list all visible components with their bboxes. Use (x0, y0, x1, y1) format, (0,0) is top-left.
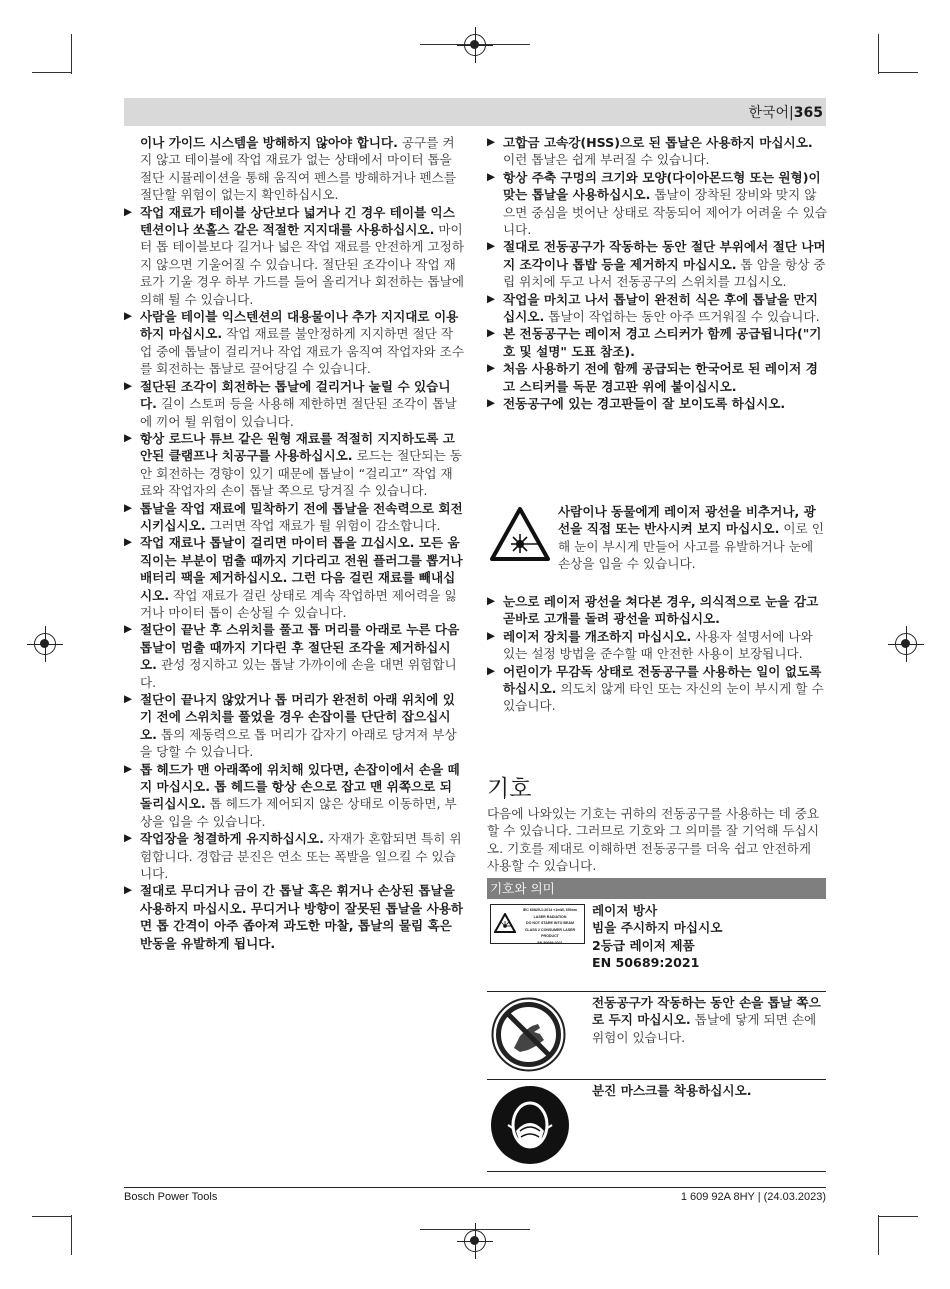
no-hands-icon (490, 996, 567, 1073)
dust-mask-meaning: 분진 마스크를 착용하십시오. (592, 1083, 752, 1098)
dust-mask-icon (490, 1085, 570, 1165)
bullet-arrow-icon: ▶ (124, 623, 133, 636)
safety-item: ▶ 작업장을 청결하게 유지하십시오. 자재가 혼합되면 특히 위험합니다. 경합금 분진은 연소 또는 폭발을 일으킬 수 있습니다. (124, 831, 462, 882)
safety-item: ▶ 절대로 전동공구가 작동하는 동안 절단 부위에서 절단 나머지 조각이나 톱밥 등을 제거하지 마십시오. 톱 암을 항상 중립 위치에 두고 나서 전동공구의 스위치를 끄십시오. (487, 239, 826, 290)
laser-label-line: DO NOT STARE INTO BEAM (526, 921, 574, 926)
safety-item: ▶ 전동공구에 있는 경고판들이 잘 보이도록 하십시오. (487, 396, 786, 412)
continued-paragraph: 이나 가이드 시스템을 방해하지 않아야 합니다. 공구를 켜지 않고 테이블에 작업 재료가 없는 상태에서 마이터 톱을 절단 시뮬레이션을 통해 움직여 펜스를 방해하거나 펜스를 절단할 위험이 없는지 확인하십시오. (140, 135, 456, 203)
safety-item: ▶ 절단이 끝난 후 스위치를 풀고 톱 머리를 아래로 누른 다음 톱날이 멈출 때까지 기다린 후 절단된 조각을 제거하십시오. 관성 정지하고 있는 톱날 가까이에 손을 대면 위험합니다. (124, 622, 460, 690)
left-column (124, 134, 464, 952)
laser-label-line: IEC 60825-1:2014 <1mW, 650nm (522, 908, 578, 912)
section-title: 기호 (487, 776, 532, 802)
safety-item: ▶ 절단된 조각이 회전하는 톱날에 걸리거나 눌릴 수 있습니다. 길이 스토퍼 등을 사용해 제한하면 절단된 조각이 톱날에 끼어 튈 위험이 있습니다. (124, 378, 457, 429)
crop-mark (32, 72, 72, 73)
safety-item: ▶ 절단이 끝나지 않았거나 톱 머리가 완전히 아래 위치에 있기 전에 스위치를 풀었을 경우 손잡이를 단단히 잡으십시오. 톱의 제동력으로 톱 머리가 갑자기 아래로 당겨져 부상을 당할 수 있습니다. (124, 692, 457, 760)
laser-meaning-line: 빔을 주시하지 마십시오 (592, 920, 723, 936)
bullet-arrow-icon: ▶ (487, 170, 496, 183)
bullet-arrow-icon: ▶ (124, 832, 133, 845)
safety-item: ▶ 레이저 장치를 개조하지 마십시오. 사용자 설명서에 나와 있는 설정 방법을 준수할 때 안전한 사용이 보장됩니다. (487, 628, 813, 662)
safety-item: ▶ 처음 사용하기 전에 함께 공급되는 한국어로 된 레이저 경고 스티커를 독문 경고판 위에 붙이십시오. (487, 361, 818, 394)
bullet-arrow-icon: ▶ (124, 205, 133, 218)
safety-item: ▶ 사람을 테이블 익스텐션의 대용물이나 추가 지지대로 이용하지 마십시오. 작업 재료를 불안정하게 지지하면 절단 작업 중에 톱날이 걸리거나 작업 재료가 움직여 작업자와 조수를 회전하는 톱날로 끌어당길 수 있습니다. (124, 309, 464, 377)
safety-item: ▶ 항상 주축 구멍의 크기와 모양(다이아몬드형 또는 원형)이 맞는 톱날을 사용하십시오. 톱날이 장착된 장비와 맞지 않으면 중심을 벗어난 상태로 작동되어 제어가 어려울 수 있습니다. (487, 169, 827, 238)
footer-brand: Bosch Power Tools (124, 1191, 218, 1203)
table-divider (487, 991, 826, 992)
laser-label-meaning (592, 902, 826, 972)
safety-item: ▶ 톱 헤드가 맨 아래쪽에 위치해 있다면, 손잡이에서 손을 떼지 마십시오. 톱 헤드를 항상 손으로 잡고 맨 위쪽으로 되돌리십시오. 톱 헤드가 제어되지 않은 상태로 이동하면, 부상을 입을 수 있습니다. (124, 761, 460, 829)
laser-warning-icon (489, 506, 551, 562)
registration-mark-bottom (464, 1230, 486, 1252)
crop-mark (878, 72, 918, 73)
laser-meaning-line: 레이저 방사 (592, 903, 658, 918)
crop-mark (878, 34, 879, 74)
right-column-continued (487, 593, 827, 715)
footer-line (124, 1187, 826, 1188)
symbols-table-header: 기호와 의미 (487, 878, 826, 899)
bullet-arrow-icon: ▶ (124, 762, 133, 775)
laser-meaning-line: 2등급 레이저 제품 (592, 937, 695, 953)
bullet-arrow-icon: ▶ (124, 501, 133, 514)
right-column (487, 134, 827, 413)
crop-mark (71, 34, 72, 74)
bullet-arrow-icon: ▶ (487, 629, 496, 642)
safety-item: ▶ 본 전동공구는 레이저 경고 스티커가 함께 공급됩니다("기호 및 설명" 도표 참조). (487, 326, 822, 359)
laser-label-line: LASER RADIATION (533, 914, 567, 919)
safety-item: ▶ 고합금 고속강(HSS)으로 된 톱날은 사용하지 마십시오. 이런 톱날은 쉽게 부러질 수 있습니다. (487, 135, 813, 168)
bullet-arrow-icon: ▶ (487, 327, 496, 340)
safety-item: ▶ 작업을 마치고 나서 톱날이 완전히 식은 후에 톱날을 만지십시오. 톱날이 작업하는 동안 아주 뜨거워질 수 있습니다. (487, 291, 820, 325)
registration-mark-right (895, 633, 917, 655)
crop-mark (32, 1216, 72, 1217)
bullet-arrow-icon: ▶ (124, 379, 133, 392)
table-divider (487, 1079, 826, 1080)
laser-label-line: CLASS 2 CONSUMER LASER PRODUCT (524, 927, 576, 939)
laser-label-line: EN 50689:2021 (537, 940, 563, 945)
laser-warning-text: 사람이나 동물에게 레이저 광선을 비추거나, 광선을 직접 또는 반사시켜 보지 마십시오. 이로 인해 눈이 부시게 만들어 사고를 유발하거나 눈에 손상을 입을 수 있습니다. (558, 504, 824, 572)
bullet-arrow-icon: ▶ (487, 292, 496, 305)
crop-mark (878, 1215, 879, 1255)
safety-item: ▶ 절대로 무디거나 금이 간 톱날 혹은 휘거나 손상된 톱날을 사용하지 마십시오. 무디거나 방향이 잘못된 톱날을 사용하면 톱 간격이 아주 좁아져 과도한 마찰, 톱날의 물림 혹은 반동을 유발하게 됩니다. (124, 883, 464, 951)
bullet-arrow-icon: ▶ (487, 362, 496, 375)
registration-mark-top (464, 34, 486, 56)
crop-mark (71, 1215, 72, 1255)
bullet-arrow-icon: ▶ (487, 240, 496, 253)
no-hands-meaning: 전동공구가 작동하는 동안 손을 톱날 쪽으로 두지 마십시오. 톱날에 닿게 되면 손에 위험이 있습니다. (592, 995, 821, 1045)
safety-item: ▶ 어린이가 무감독 상태로 전동공구를 사용하는 일이 없도록 하십시오. 의도치 않게 타인 또는 자신의 눈이 부시게 할 수 있습니다. (487, 663, 824, 714)
footer-doc-number: 1 609 92A 8HY | (24.03.2023) (680, 1191, 826, 1203)
bullet-arrow-icon: ▶ (124, 310, 133, 323)
bullet-arrow-icon: ▶ (487, 136, 496, 148)
safety-item: ▶ 작업 재료가 테이블 상단보다 넓거나 긴 경우 테이블 익스텐션이나 쏘홀스 같은 적절한 지지대를 사용하십시오. 마이터 톱 테이블보다 길거나 넓은 작업 재료를 안전하게 고정하지 않으면 기울어질 수 있습니다. 절단된 조각이나 작업 재료가 기울 경우 하부 가드를 들어 올리거나 회전하는 톱날에 의해 튈 수 있습니다. (124, 204, 464, 307)
laser-meaning-line: EN 50689:2021 (592, 955, 700, 971)
bullet-arrow-icon: ▶ (124, 884, 133, 897)
bullet-arrow-icon: ▶ (487, 664, 496, 677)
bullet-arrow-icon: ▶ (124, 536, 133, 549)
safety-item: ▶ 작업 재료나 톱날이 걸리면 마이터 톱을 끄십시오. 모든 움직이는 부분이 멈출 때까지 기다리고 전원 플러그를 뽑거나 배터리 팩을 제거하십시오. 그런 다음 걸린 재료를 빼내십시오. 작업 재료가 걸린 상태로 계속 작업하면 제어력을 잃거나 마이터 톱이 손상될 수 있습니다. (124, 535, 463, 620)
bullet-arrow-icon: ▶ (124, 431, 133, 444)
laser-label-icon (490, 904, 585, 944)
page-number: 한국어|365 (748, 105, 823, 121)
bullet-arrow-icon: ▶ (487, 595, 496, 607)
safety-item: ▶ 항상 로드나 튜브 같은 원형 재료를 적절히 지지하도록 고안된 클램프나 치공구를 사용하십시오. 로드는 절단되는 동안 회전하는 경향이 있기 때문에 톱날이 “걸리고” 작업 재료와 작업자의 손이 톱날 쪽으로 당겨질 수 있습니다. (124, 430, 462, 499)
safety-item: ▶ 눈으로 레이저 광선을 쳐다본 경우, 의식적으로 눈을 감고 곧바로 고개를 돌려 광선을 피하십시오. (487, 594, 819, 627)
table-divider (487, 1171, 826, 1172)
header-bar (124, 98, 826, 126)
registration-mark-left (34, 633, 56, 655)
bullet-arrow-icon: ▶ (487, 397, 496, 410)
bullet-arrow-icon: ▶ (124, 693, 133, 705)
safety-item: ▶ 톱날을 작업 재료에 밀착하기 전에 톱날을 전속력으로 회전시키십시오. 그러면 작업 재료가 튈 위험이 감소합니다. (124, 500, 463, 533)
symbols-intro: 다음에 나와있는 기호는 귀하의 전동공구를 사용하는 데 중요할 수 있습니다. 그러므로 기호와 그 의미를 잘 기억해 두십시오. 기호를 제대로 이해하면 전동공구를 더욱 쉽고 안전하게 사용할 수 있습니다. (487, 806, 820, 874)
crop-mark (878, 1216, 918, 1217)
